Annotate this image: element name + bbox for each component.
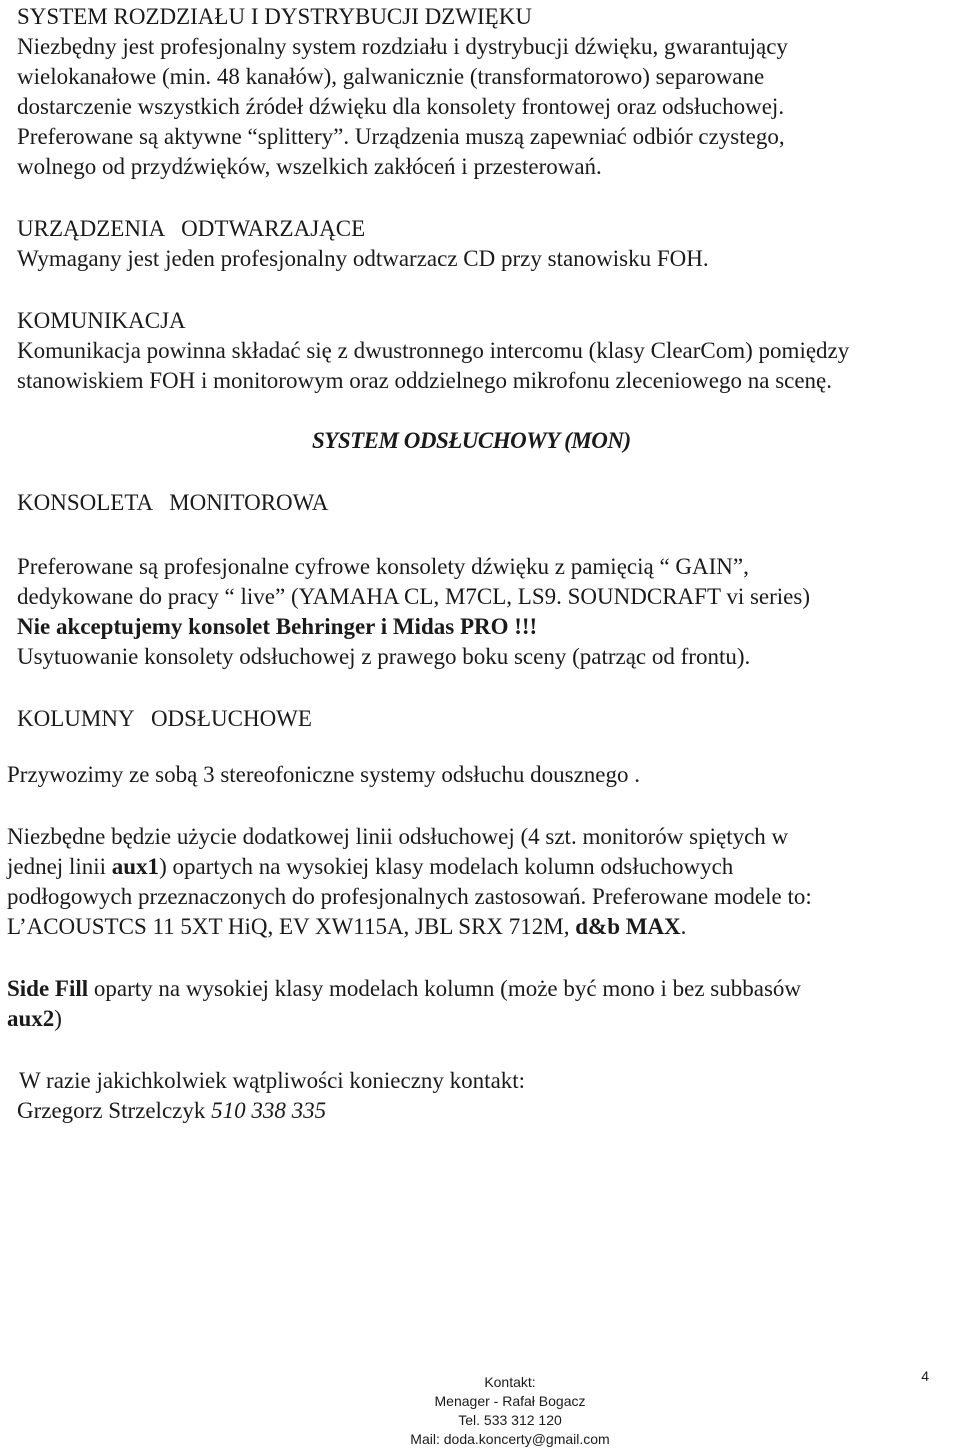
heading-playback: URZĄDZENIA ODTWARZAJĄCE (17, 216, 366, 241)
text-line: Komunikacja powinna składać się z dwustronnego intercomu (klasy ClearCom) pomiędzy (17, 338, 850, 363)
section-communication (17, 306, 849, 396)
text-line: stanowiskiem FOH i monitorowym oraz oddzielnego mikrofonu zleceniowego na scenę. (17, 368, 833, 393)
warning-line: Nie akceptujemy konsolet Behringer i Midas PRO !!! (17, 614, 538, 639)
text-line (7, 974, 801, 1004)
monitor-console-text (17, 552, 810, 672)
text-line: dedykowane do pracy “ live” (YAMAHA CL, M7CL, LS9. SOUNDCRAFT vi series) (17, 584, 810, 609)
text-line: wielokanałowe (min. 48 kanałów), galwanicznie (transformatorowo) separowane (17, 64, 765, 89)
aux2-label: aux2 (7, 1006, 55, 1031)
section-playback (17, 214, 709, 274)
text-line (7, 912, 812, 942)
section-distribution (17, 2, 788, 182)
text-line: Niezbędny jest profesjonalny system rozdziału i dystrybucji dźwięku, gwarantujący (17, 34, 788, 59)
text-span: jednej linii (7, 854, 112, 879)
contact-name: Grzegorz Strzelczyk (17, 1098, 212, 1123)
text-line (7, 852, 812, 882)
text-line: Wymagany jest jeden profesjonalny odtwarzacz CD przy stanowisku FOH. (17, 246, 709, 271)
text-line: Preferowane są profesjonalne cyfrowe konsolety dźwięku z pamięcią “ GAIN”, (17, 554, 749, 579)
text-line: Przywozimy ze sobą 3 stereofoniczne systemy odsłuchu dousznego . (7, 762, 640, 787)
dandb-max-label: d&b MAX (575, 914, 681, 939)
text-line: Niezbędne będzie użycie dodatkowej linii odsłuchowej (4 szt. monitorów spiętych w (7, 824, 789, 849)
text-span: oparty na wysokiej klasy modelach kolumn (może być mono i bez subbasów (88, 976, 801, 1001)
footer-line: Tel. 533 312 120 (458, 1412, 562, 1428)
text-line: dostarczenie wszystkich źródeł dźwięku dla konsolety frontowej oraz odsłuchowej. (17, 94, 785, 119)
text-line: podłogowych przeznaczonych do profesjonalnych zastosowań. Preferowane modele to: (7, 884, 812, 909)
heading-monitor-console: KONSOLETA MONITOROWA (17, 490, 329, 515)
page-footer (0, 1373, 960, 1449)
monitor-system-title: SYSTEM ODSŁUCHOWY (MON) (312, 428, 631, 453)
text-line: Preferowane są aktywne “splittery”. Urządzenia muszą zapewniać odbiór czystego, (17, 124, 785, 149)
heading-monitor-speakers: KOLUMNY ODSŁUCHOWE (17, 706, 312, 731)
footer-line: Kontakt: (484, 1374, 536, 1390)
contact-phone: 510 338 335 (211, 1098, 327, 1123)
footer-line: Menager - Rafał Bogacz (434, 1393, 586, 1409)
monitor-line-paragraph (7, 822, 812, 942)
iem-line (7, 760, 640, 790)
heading-communication: KOMUNIKACJA (17, 308, 186, 333)
text-line (17, 1096, 525, 1126)
section-monitor-console (17, 488, 328, 518)
text-line: Usytuowanie konsolety odsłuchowej z prawego boku sceny (patrząc od frontu). (17, 644, 751, 669)
footer-email: Mail: doda.koncerty@gmail.com (410, 1431, 610, 1447)
section-monitor-speakers (17, 704, 312, 734)
text-span: . (680, 914, 687, 939)
text-line: wolnego od przydźwięków, wszelkich zakłóceń i przesterowań. (17, 154, 602, 179)
page-number: 4 (921, 1368, 929, 1384)
text-span: ) opartych na wysokiej klasy modelach kolumn odsłuchowych (159, 854, 734, 879)
text-line (7, 1004, 801, 1034)
aux1-label: aux1 (111, 854, 160, 879)
text-span: L’ACOUSTCS 11 5XT HiQ, EV XW115A, JBL SRX 712M, (7, 914, 576, 939)
heading-distribution: SYSTEM ROZDZIAŁU I DYSTRYBUCJI DZWIĘKU (17, 4, 532, 29)
side-fill-label: Side Fill (7, 976, 89, 1001)
text-span: ) (54, 1006, 62, 1031)
contact-block (17, 1066, 525, 1126)
side-fill-paragraph (7, 974, 801, 1034)
text-line: W razie jakichkolwiek wątpliwości konieczny kontakt: (19, 1068, 526, 1093)
